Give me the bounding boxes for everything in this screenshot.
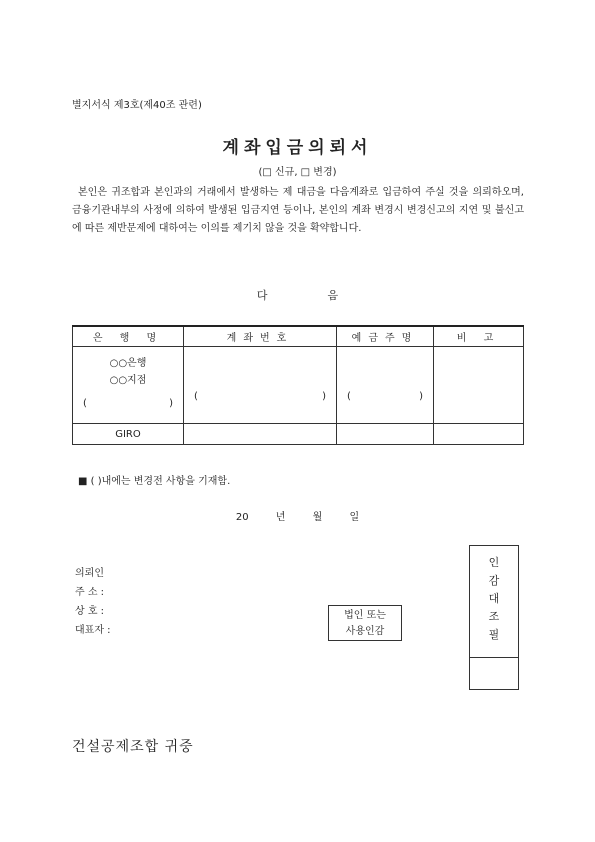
addressee: 건설공제조합 귀중 [72,739,194,755]
company-field[interactable]: 상 호 : [75,606,105,617]
document-title: 계좌입금의뢰서 [222,138,373,158]
type-checkboxes[interactable]: (□ 신규, □ 변경) [258,167,337,178]
bank-line2: ○○지점 [109,375,147,386]
seal-verification-box[interactable] [469,545,519,690]
date-month: 월 [312,512,323,523]
verification-divider [470,657,518,658]
account-prev-paren: ( ) [194,391,326,402]
giro-account-cell[interactable] [184,424,337,445]
requester-label: 의뢰인 [75,568,104,579]
giro-holder-cell[interactable] [337,424,434,445]
date-year-prefix: 20 [235,512,249,523]
giro-remarks-cell[interactable] [434,424,524,445]
seal-line1: 법인 또는 [344,610,386,621]
giro-label: GIRO [73,424,184,445]
seal-line2: 사용인감 [345,626,385,637]
remarks-cell[interactable] [434,347,524,424]
bank-prev-paren: ( ) [83,398,173,409]
header-account-holder: 예금주명 [337,326,434,347]
consent-paragraph: 본인은 귀조합과 본인과의 거래에서 발생하는 제 대금을 다음계좌로 입금하여 주실 것을 의뢰하오며, 금융기관내부의 사정에 의하여 발생된 입금지연 등이나, 본인의 계좌 변경시 변경신고의 지연 및 불신고에 따른 제반문제에 대하여는 이의를 제기치 않을 것을 확약합니다. [72,187,524,234]
bank-line1: ○○은행 [109,358,147,369]
corporate-seal-box[interactable] [328,605,402,641]
account-holder-cell[interactable] [337,347,434,424]
header-bank-name: 은 행 명 [73,326,184,347]
form-reference: 별지서식 제3호(제40조 관련) [72,100,202,111]
ceo-field[interactable]: 대표자 : [75,625,111,636]
date-year: 년 [275,512,286,523]
bank-name-cell[interactable] [73,347,184,424]
address-field[interactable]: 주 소 : [75,587,105,598]
date-day: 일 [349,512,360,523]
account-number-cell[interactable] [184,347,337,424]
header-remarks: 비 고 [434,326,524,347]
holder-prev-paren: ( ) [347,391,423,402]
requester-block [75,564,111,640]
note-text: ■ ( )내에는 변경전 사항을 기재함. [78,476,231,487]
header-account-number: 계좌번호 [184,326,337,347]
section-label: 다음 [256,289,399,302]
account-table [72,325,524,445]
date-line[interactable] [0,508,595,523]
verification-label: 인 감 대 조 필 [488,556,500,641]
